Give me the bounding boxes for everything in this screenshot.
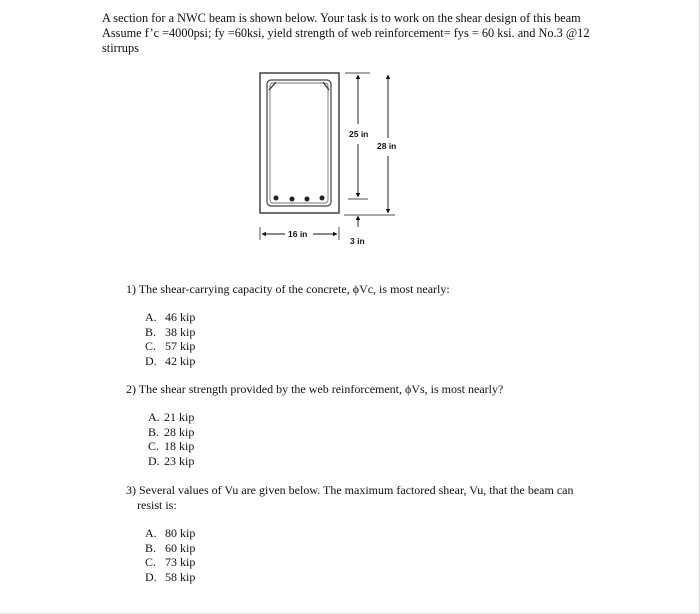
- option[interactable]: [148, 439, 194, 454]
- label-16-in: 16 in: [288, 229, 308, 239]
- question-2-options: [148, 410, 194, 468]
- question-3-continued: resist is:: [137, 498, 177, 512]
- rebar-4: [320, 196, 325, 201]
- label-3-in: 3 in: [350, 236, 365, 246]
- problem-statement: [102, 11, 602, 56]
- option[interactable]: [145, 526, 195, 541]
- beam-outline: [260, 73, 339, 213]
- option-text: 46 kip: [165, 310, 196, 324]
- beam-section-figure: [250, 68, 420, 253]
- option-letter: D.: [145, 353, 157, 368]
- rebar-3: [305, 197, 310, 202]
- option-text: 21 kip: [164, 410, 195, 424]
- option-letter: A.: [145, 310, 157, 324]
- option-text: 57 kip: [165, 339, 196, 354]
- option-text: 73 kip: [165, 555, 196, 570]
- option[interactable]: [145, 339, 195, 354]
- option-letter: B.: [148, 424, 160, 439]
- beam-section-drawing: [250, 68, 420, 253]
- option[interactable]: [148, 425, 194, 440]
- question-3-options: [145, 526, 195, 584]
- stirrup-outer: [267, 80, 331, 206]
- option[interactable]: [145, 570, 195, 585]
- rebar-1: [274, 196, 279, 201]
- intro-line-1: A section for a NWC beam is shown below. Your task is to work on the shear design of this beam: [102, 11, 581, 25]
- question-3: 3) Several values of Vu are given below. The maximum factored shear, Vu, that the beam can: [126, 483, 574, 497]
- option-text: 42 kip: [165, 353, 196, 368]
- rebar-2: [290, 197, 295, 202]
- option-letter: C.: [145, 555, 157, 570]
- question-2: 2) The shear strength provided by the web reinforcement, ϕVs, is most nearly?: [126, 382, 504, 396]
- question-1-options: [145, 310, 195, 368]
- intro-line-2: Assume f’c =4000psi; fy =60ksi, yield strength of web reinforcement= fys = 60 ksi. and No.3 @12: [102, 26, 590, 40]
- stirrup-inner: [270, 83, 328, 203]
- option-letter: A.: [148, 410, 160, 424]
- option-text: 38 kip: [165, 324, 196, 339]
- option-text: 28 kip: [164, 424, 195, 439]
- option-letter: C.: [145, 339, 157, 354]
- label-25-in: 25 in: [349, 129, 369, 139]
- option-letter: B.: [145, 324, 157, 339]
- option[interactable]: [148, 454, 194, 469]
- option[interactable]: [145, 354, 195, 369]
- option-text: 58 kip: [165, 569, 196, 584]
- question-1: 1) The shear-carrying capacity of the concrete, ϕVc, is most nearly:: [126, 282, 450, 296]
- option[interactable]: [148, 410, 194, 425]
- option-letter: D.: [145, 569, 157, 584]
- intro-line-3: stirrups: [102, 41, 139, 55]
- option[interactable]: [145, 310, 195, 325]
- option-letter: A.: [145, 526, 157, 540]
- option[interactable]: [145, 555, 195, 570]
- option-text: 18 kip: [164, 439, 195, 454]
- option[interactable]: [145, 541, 195, 556]
- option-letter: B.: [145, 540, 157, 555]
- option-text: 60 kip: [165, 540, 196, 555]
- option-text: 23 kip: [164, 453, 195, 468]
- option-letter: C.: [148, 439, 160, 454]
- option[interactable]: [145, 325, 195, 340]
- option-text: 80 kip: [165, 526, 196, 540]
- label-28-in: 28 in: [377, 141, 397, 151]
- option-letter: D.: [148, 453, 160, 468]
